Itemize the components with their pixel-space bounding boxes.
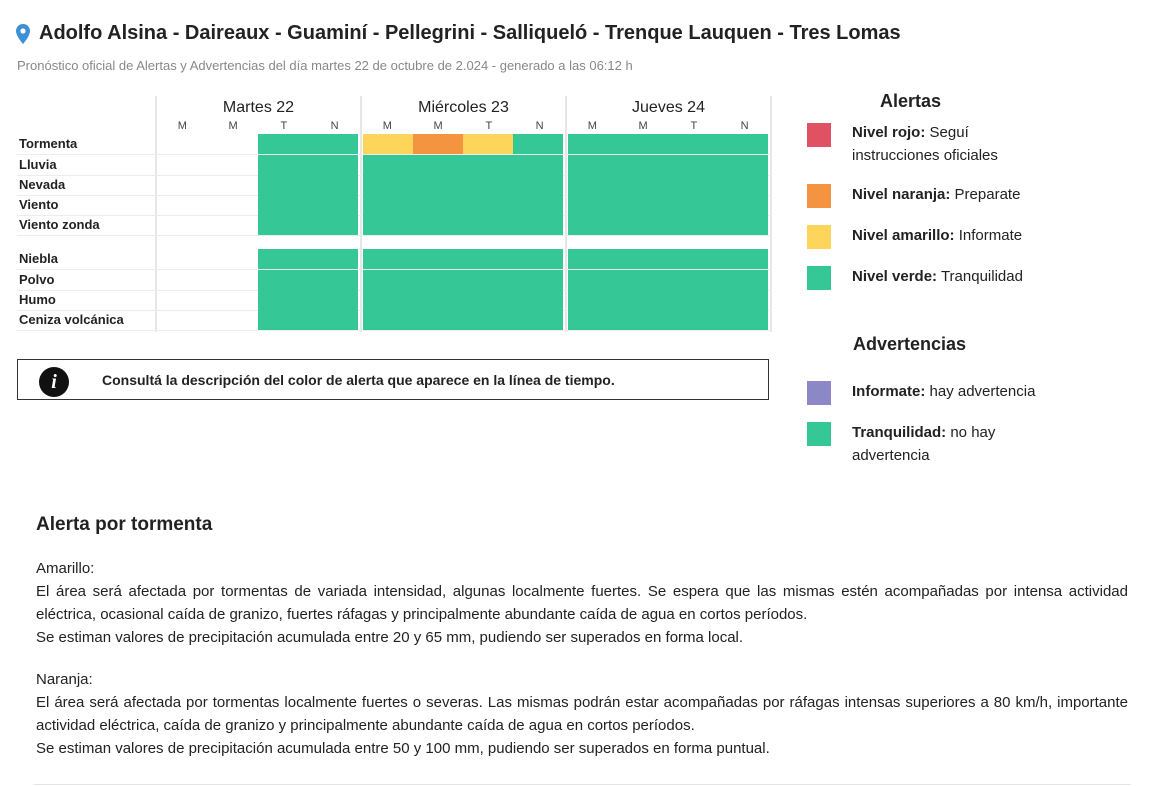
alert-cell-verde	[618, 215, 668, 235]
alert-cell-verde	[258, 175, 308, 195]
row-divider	[17, 235, 772, 236]
row-label: Tormenta	[19, 136, 78, 151]
alert-cell-verde	[668, 249, 718, 269]
info-box	[17, 359, 769, 400]
period-label: T	[485, 120, 493, 132]
day-name: Martes 22	[222, 99, 295, 116]
alert-cell-verde	[363, 155, 413, 175]
legend-text: Preparate	[954, 186, 1021, 203]
alert-cell-verde	[463, 270, 513, 290]
map-pin-icon	[16, 24, 30, 44]
legend-swatch-rojo	[807, 123, 831, 147]
period-label: M	[382, 120, 392, 132]
info-icon: i	[39, 367, 69, 397]
alert-cell-verde	[258, 270, 308, 290]
alert-timeline	[17, 96, 771, 332]
alert-cell-verde	[258, 310, 308, 330]
alert-cell-naranja	[413, 134, 463, 154]
alert-cell-verde	[668, 195, 718, 215]
legend-swatch-advertencia	[807, 381, 831, 405]
period-label: T	[280, 120, 288, 132]
alert-cell-verde	[463, 215, 513, 235]
alert-cell-verde	[568, 249, 618, 269]
legend-text: Seguí instrucciones oficiales	[852, 124, 998, 164]
alert-cell-verde	[568, 155, 618, 175]
alert-cell-verde	[463, 249, 513, 269]
alert-block-precipitation: Se estiman valores de precipitación acumulada entre 50 y 100 mm, pudiendo ser superados en forma puntual.	[36, 740, 770, 757]
period-labels	[362, 120, 565, 132]
alert-block-description: El área será afectada por tormentas de variada intensidad, algunas localmente fuertes. Se espera que las mismas estén acompañadas por intensa actividad eléctrica, ocasional caída de granizo, fuertes ráfagas y principalmente abundante caída de agua en cortos períodos.	[36, 583, 1128, 623]
period-label: N	[330, 120, 339, 132]
location-header	[16, 22, 901, 45]
legend-text: Tranquilidad	[940, 268, 1023, 285]
period-label: N	[535, 120, 544, 132]
alert-block-label: Naranja:	[36, 671, 93, 688]
alert-cell-verde	[413, 290, 463, 310]
alert-cell-verde	[718, 310, 768, 330]
period-labels	[567, 120, 770, 132]
alert-cell-verde	[308, 215, 358, 235]
period-label: M	[433, 120, 443, 132]
alert-cell-verde	[618, 155, 668, 175]
alert-cell-verde	[463, 175, 513, 195]
divider	[34, 784, 1131, 785]
row-divider	[17, 330, 772, 331]
alert-cell-verde	[668, 310, 718, 330]
period-label: M	[228, 120, 238, 132]
alert-section-title: Alerta por tormenta	[36, 514, 213, 535]
alert-cell-verde	[618, 270, 668, 290]
alert-cell-verde	[413, 270, 463, 290]
alert-cell-verde	[568, 134, 618, 154]
alert-cell-verde	[363, 290, 413, 310]
alert-cell-verde	[718, 290, 768, 310]
period-label: M	[587, 120, 597, 132]
alert-cell-amarillo	[363, 134, 413, 154]
alert-cell-verde	[668, 290, 718, 310]
row-label: Nevada	[19, 177, 66, 192]
alert-cell-verde	[463, 195, 513, 215]
alert-block-description: El área será afectada por tormentas localmente fuertes o severas. Las mismas podrán estar acompañadas por ráfagas intensas superiores a 80 km/h, importante actividad eléctrica, caída de granizo y principalmente abundante caída de agua en cortos períodos.	[36, 694, 1128, 734]
alert-cell-verde	[308, 195, 358, 215]
legend-item-verde	[852, 265, 1052, 288]
legend-swatch-tranquilidad	[807, 422, 831, 446]
alert-cell-verde	[513, 195, 563, 215]
alert-cell-verde	[413, 155, 463, 175]
alert-cell-verde	[618, 310, 668, 330]
alert-cell-verde	[363, 215, 413, 235]
alert-cell-verde	[668, 155, 718, 175]
alert-cell-verde	[618, 195, 668, 215]
alert-cell-verde	[308, 155, 358, 175]
alert-cell-verde	[718, 175, 768, 195]
alert-cell-verde	[668, 175, 718, 195]
alert-cell-verde	[513, 249, 563, 269]
row-label: Polvo	[19, 272, 55, 287]
legend-level: Informate:	[852, 383, 926, 400]
alert-cell-verde	[568, 310, 618, 330]
alert-cell-verde	[718, 155, 768, 175]
legend-text: Informate	[958, 227, 1023, 244]
legend-text: no hay advertencia	[852, 424, 996, 464]
alert-cell-verde	[513, 175, 563, 195]
row-label: Humo	[19, 292, 56, 307]
alerts-legend-title: Alertas	[880, 91, 942, 111]
period-label: N	[740, 120, 749, 132]
alert-cell-verde	[568, 215, 618, 235]
alert-cell-verde	[258, 249, 308, 269]
alert-cell-verde	[718, 270, 768, 290]
alert-cell-verde	[308, 134, 358, 154]
warnings-legend-title: Advertencias	[853, 334, 967, 354]
period-label: M	[177, 120, 187, 132]
alert-cell-verde	[413, 215, 463, 235]
alert-cell-verde	[258, 134, 308, 154]
alert-cell-verde	[668, 270, 718, 290]
alert-cell-verde	[308, 290, 358, 310]
row-label: Viento zonda	[19, 217, 100, 232]
period-labels	[157, 120, 360, 132]
info-text: Consultá la descripción del color de alerta que aparece en la línea de tiempo.	[102, 372, 615, 388]
legend-item-amarillo	[852, 224, 1052, 247]
alert-cell-verde	[718, 215, 768, 235]
day-name: Miércoles 23	[418, 99, 509, 116]
alert-cell-verde	[618, 175, 668, 195]
legend-swatch-naranja	[807, 184, 831, 208]
period-label: M	[638, 120, 648, 132]
alert-cell-verde	[513, 134, 563, 154]
alert-cell-verde	[308, 270, 358, 290]
alert-cell-verde	[308, 249, 358, 269]
row-label: Ceniza volcánica	[19, 312, 124, 327]
alert-cell-verde	[568, 195, 618, 215]
alert-cell-verde	[513, 310, 563, 330]
legend-level: Nivel rojo:	[852, 124, 926, 141]
alert-block-naranja	[36, 668, 1128, 760]
period-label: T	[690, 120, 698, 132]
alert-cell-verde	[668, 215, 718, 235]
page-title: Adolfo Alsina - Daireaux - Guaminí - Pellegrini - Salliqueló - Trenque Lauquen - Tres Lomas	[39, 22, 901, 44]
alert-cell-verde	[258, 215, 308, 235]
alert-cell-verde	[363, 310, 413, 330]
legend-item-informate	[852, 380, 1052, 403]
alert-block-amarillo	[36, 557, 1128, 649]
alert-cell-verde	[463, 310, 513, 330]
alert-cell-verde	[363, 195, 413, 215]
alert-cell-verde	[568, 290, 618, 310]
legend-item-tranquilidad	[852, 421, 1052, 467]
row-label: Viento	[19, 197, 59, 212]
alert-cell-verde	[618, 249, 668, 269]
alert-cell-verde	[513, 270, 563, 290]
legend-level: Nivel naranja:	[852, 186, 951, 203]
alert-cell-verde	[718, 134, 768, 154]
row-label: Lluvia	[19, 157, 57, 172]
alert-cell-verde	[413, 195, 463, 215]
legend-item-naranja	[852, 183, 1052, 206]
alert-cell-verde	[308, 310, 358, 330]
legend-swatch-amarillo	[807, 225, 831, 249]
legend-level: Nivel amarillo:	[852, 227, 955, 244]
alert-cell-verde	[413, 310, 463, 330]
legend-swatch-verde	[807, 266, 831, 290]
page-subtitle: Pronóstico oficial de Alertas y Advertencias del día martes 22 de octubre de 2.024 - generado a las 06:12 h	[17, 58, 633, 73]
alert-cell-verde	[308, 175, 358, 195]
alert-cell-verde	[618, 290, 668, 310]
alert-cell-verde	[568, 270, 618, 290]
alert-cell-verde	[718, 195, 768, 215]
legend-text: hay advertencia	[929, 383, 1036, 400]
alert-cell-verde	[463, 290, 513, 310]
alert-cell-verde	[513, 290, 563, 310]
alert-cell-verde	[258, 155, 308, 175]
alert-cell-verde	[618, 134, 668, 154]
alert-cell-verde	[513, 155, 563, 175]
alert-cell-verde	[463, 155, 513, 175]
row-label: Niebla	[19, 251, 59, 266]
legend-level: Tranquilidad:	[852, 424, 947, 441]
alert-block-label: Amarillo:	[36, 560, 95, 577]
alert-cell-verde	[668, 134, 718, 154]
alert-cell-verde	[513, 215, 563, 235]
alert-cell-verde	[363, 270, 413, 290]
alert-block-precipitation: Se estiman valores de precipitación acumulada entre 20 y 65 mm, pudiendo ser superados en forma local.	[36, 629, 744, 646]
alert-cell-verde	[258, 195, 308, 215]
alert-cell-verde	[413, 249, 463, 269]
alert-cell-verde	[568, 175, 618, 195]
alert-cell-verde	[363, 249, 413, 269]
alert-cell-verde	[413, 175, 463, 195]
alert-cell-verde	[718, 249, 768, 269]
day-name: Jueves 24	[632, 99, 705, 116]
alert-cell-amarillo	[463, 134, 513, 154]
legend-level: Nivel verde:	[852, 268, 938, 285]
alert-cell-verde	[258, 290, 308, 310]
legend-item-rojo	[852, 121, 1052, 167]
alert-cell-verde	[363, 175, 413, 195]
